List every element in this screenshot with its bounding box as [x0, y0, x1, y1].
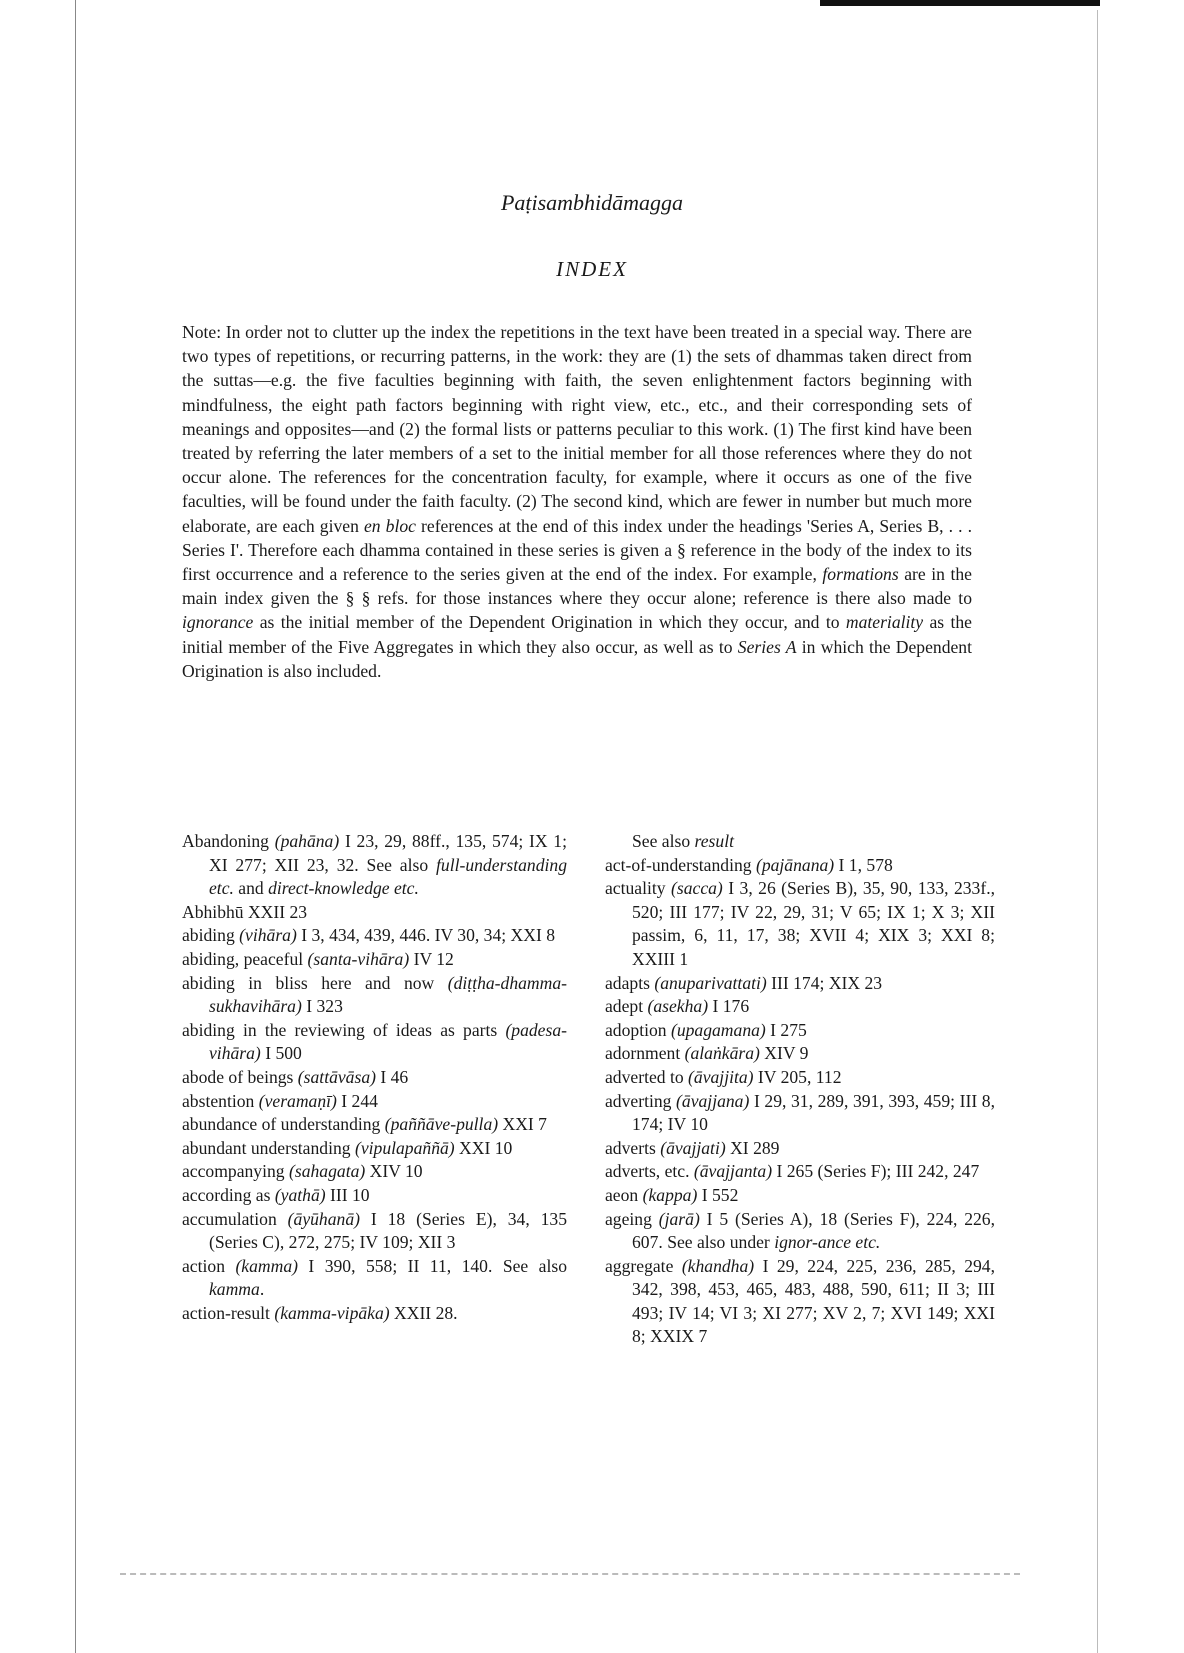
note-italic: formations	[822, 564, 899, 585]
entry-pali: (khandha)	[681, 1255, 755, 1276]
entry-refs: I 323	[301, 996, 343, 1017]
scan-artifact-top	[820, 0, 1100, 6]
entry-see: See also	[632, 831, 695, 851]
entry-see-it: full-understanding etc.	[209, 854, 567, 899]
index-column-right	[605, 830, 995, 1349]
entry-head: act-of-understanding	[605, 854, 756, 875]
index-entry	[605, 830, 995, 854]
entry-pali: (paññāve-pulla)	[384, 1114, 499, 1135]
entry-head: action	[182, 1255, 236, 1276]
entry-head: abiding in the reviewing of ideas as parts	[182, 1019, 506, 1040]
entry-pali: (asekha)	[647, 996, 709, 1017]
entry-refs: I 275	[765, 1019, 807, 1040]
entry-refs: XXI 7	[498, 1114, 547, 1135]
index-entry	[182, 901, 567, 925]
entry-refs: IV 12	[409, 948, 454, 969]
entry-head: aeon	[605, 1184, 643, 1205]
entry-head: abundance of understanding	[182, 1114, 385, 1135]
index-note	[182, 320, 972, 683]
entry-pali: (pajānana)	[755, 854, 835, 875]
entry-pali: (padesa-vihāra)	[209, 1019, 567, 1064]
entry-refs: III 10	[325, 1184, 370, 1205]
scan-artifact-bottom	[120, 1573, 1020, 1575]
entry-head: adept	[605, 996, 648, 1017]
entry-refs: IV 205, 112	[753, 1066, 842, 1087]
entry-pali: (āvajjana)	[676, 1090, 750, 1111]
entry-head: adverting	[605, 1090, 677, 1111]
entry-see: See also	[502, 1255, 568, 1276]
entry-head: adverts, etc.	[605, 1161, 694, 1182]
entry-refs: I 3, 26 (Series B), 35, 90, 133, 233f., 520; III 177; IV 22, 29, 31; V 65; IX 1; X 3; XII passim, 6, 11, 17, 38; XVII 4; XIX 3; XXI 8; XXIII 1	[632, 878, 995, 969]
note-italic: ignorance	[182, 612, 254, 633]
index-entry	[605, 877, 995, 971]
entry-pali: (vihāra)	[239, 925, 297, 946]
entry-head: according as	[182, 1184, 275, 1205]
entry-refs: I 23, 29, 88ff., 135, 574; IX 1; XI 277; XII 23, 32.	[209, 831, 567, 875]
index-entry	[605, 1137, 995, 1161]
entry-see2: .	[259, 1279, 265, 1300]
entry-pali: (pahāna)	[274, 831, 340, 851]
entry-pali: (vipulapaññā)	[354, 1137, 455, 1158]
note-text: Note: In order not to clutter up the index the repetitions in the text have been treated in a special way. There are two types of repetitions, or recurring patterns, in the work: they are (1) the sets of dhammas taken direct from the suttas—e.g. the five faculties beginning with faith, the seven enlightenment factors beginning with mindfulness, the eight path factors beginning with right view, etc., etc., and their corresponding sets of meanings and opposites—and (2) the formal lists or patterns peculiar to this work. (1) The first kind have been treated by referring the later members of a set to the initial member for all those references where they do not occur alone. The references for the concentration faculty, for example, where it occurs as one of the five faculties, will be found under the faith faculty. (2) The second kind, which are fewer in number but much more elaborate, are each given	[182, 322, 972, 536]
entry-head: abiding in bliss here and now	[182, 972, 448, 993]
book-title: Paṭisambhidāmagga	[500, 190, 684, 215]
index-title: INDEX	[556, 257, 628, 281]
entry-pali: (sacca)	[671, 878, 723, 899]
entry-head: adoption	[605, 1019, 671, 1040]
index-entry	[605, 1066, 995, 1090]
entry-head: abstention	[182, 1090, 259, 1111]
note-italic: materiality	[845, 612, 924, 633]
entry-refs: I 5 (Series A), 18 (Series F), 224, 226, 607. See also under	[632, 1208, 995, 1253]
entry-pali: (anuparivattati)	[654, 972, 767, 993]
entry-refs: XIV 10	[365, 1161, 423, 1182]
entry-head: aggregate	[605, 1255, 682, 1276]
entry-refs: I 1, 578	[834, 854, 893, 875]
entry-head: abiding, peaceful	[182, 948, 308, 969]
entry-head: adornment	[605, 1043, 685, 1064]
entry-pali: (upagamana)	[670, 1019, 766, 1040]
note-text: as the initial member of the Dependent Origination in which they occur, and to	[253, 612, 846, 633]
index-entry	[182, 1066, 567, 1090]
index-entry	[182, 1184, 567, 1208]
entry-head: adverted to	[605, 1066, 689, 1087]
index-entry	[605, 1208, 995, 1255]
entry-refs: XI 289	[725, 1137, 780, 1158]
entry-see2: and	[233, 878, 269, 899]
entry-head: adapts	[605, 972, 655, 993]
entry-pali: (kappa)	[642, 1184, 698, 1205]
entry-refs: XIV 9	[759, 1043, 809, 1064]
entry-pali: (alaṅkāra)	[684, 1043, 760, 1064]
note-italic: en bloc	[363, 515, 416, 536]
index-entry	[605, 1042, 995, 1066]
entry-refs: I 390, 558; II 11, 140.	[297, 1255, 503, 1276]
entry-head: accompanying	[182, 1161, 289, 1182]
index-entry	[182, 972, 567, 1019]
index-entry	[182, 1113, 567, 1137]
index-entry	[605, 972, 995, 996]
index-column-left	[182, 830, 567, 1325]
index-entry	[605, 1160, 995, 1184]
entry-refs: I 46	[375, 1066, 409, 1087]
entry-see-it: kamma	[209, 1279, 260, 1300]
index-entry	[182, 1019, 567, 1066]
note-text: in which the Dependent Origination is also included.	[182, 636, 972, 681]
entry-refs: I 265 (Series F); III 242, 247	[772, 1161, 980, 1182]
scan-edge-left	[75, 0, 76, 1653]
entry-head: abiding	[182, 925, 240, 946]
entry-refs: III 174; XIX 23	[766, 972, 883, 993]
entry-head: abode of beings	[182, 1066, 298, 1087]
entry-refs: I 244	[336, 1090, 378, 1111]
entry-pali: (sahagata)	[289, 1161, 366, 1182]
entry-pali: (āvajjita)	[688, 1066, 754, 1087]
entry-refs: I 3, 434, 439, 446. IV 30, 34; XXI 8	[296, 925, 556, 946]
entry-head: Abhibhū XXII 23	[182, 901, 308, 922]
index-entry	[605, 1019, 995, 1043]
entry-refs: I 500	[260, 1043, 302, 1064]
entry-head: abundant understanding	[182, 1137, 355, 1158]
entry-head: accumulation	[182, 1208, 288, 1229]
index-entry	[182, 1208, 567, 1255]
note-text: as the initial member of the Five Aggregates in which they also occur, as well as to	[182, 612, 972, 657]
index-entry	[605, 1255, 995, 1349]
entry-see-it2: direct-knowledge etc.	[268, 878, 419, 899]
entry-refs: I 29, 31, 289, 391, 393, 459; III 8, 174; IV 10	[632, 1090, 995, 1135]
entry-pali: (āvajjanta)	[693, 1161, 773, 1182]
entry-pali: (diṭṭha-dhamma-sukhavihāra)	[209, 972, 567, 1017]
entry-pali: (āyūhanā)	[287, 1208, 360, 1229]
entry-head: actuality	[605, 878, 672, 899]
entry-refs: I 176	[708, 996, 750, 1017]
entry-pali: (veramaṇī)	[258, 1090, 337, 1111]
entry-see-it: ignor-ance etc.	[774, 1232, 881, 1253]
entry-head: ageing	[605, 1208, 659, 1229]
index-entry	[182, 1160, 567, 1184]
index-entry	[605, 1184, 995, 1208]
index-entry	[182, 924, 567, 948]
entry-pali: (sattāvāsa)	[297, 1066, 376, 1087]
index-entry	[605, 995, 995, 1019]
entry-pali: (kamma-vipāka)	[274, 1302, 390, 1323]
entry-refs: I 552	[697, 1184, 739, 1205]
index-entry	[182, 1255, 567, 1302]
entry-pali: (kamma)	[235, 1255, 298, 1276]
entry-see: See also	[366, 854, 437, 875]
entry-refs: I 29, 224, 225, 236, 285, 294, 342, 398, 453, 465, 483, 488, 590, 611; II 3; III 493; IV 14; VI 3; XI 277; XV 2, 7; XVI 149; XXI 8; XXIX 7	[632, 1255, 995, 1347]
entry-pali: (yathā)	[274, 1184, 326, 1205]
index-entry	[182, 830, 567, 901]
index-entry	[605, 1090, 995, 1137]
index-entry	[605, 854, 995, 878]
note-text: are in the main index given the § § refs. for those instances where they occur alone; reference is there also made to	[182, 564, 972, 609]
entry-pali: (āvajjati)	[660, 1137, 726, 1158]
entry-pali: (jarā)	[658, 1208, 700, 1229]
index-entry	[182, 948, 567, 972]
note-text: references at the end of this index under the headings 'Series A, Series B, . . . Series I'. Therefore each dhamma contained in these series is given a § reference in the body of the index to its first occurrence and a reference to the series given at the end of the index. For example,	[182, 515, 973, 585]
entry-pali: (santa-vihāra)	[307, 948, 410, 969]
entry-head: Abandoning	[182, 831, 275, 851]
entry-refs: I 18 (Series E), 34, 135 (Series C), 272, 275; IV 109; XII 3	[209, 1208, 568, 1253]
index-entry	[182, 1302, 567, 1326]
note-italic: Series A	[737, 636, 797, 657]
entry-head: adverts	[605, 1137, 661, 1158]
index-entry	[182, 1137, 567, 1161]
entry-see-it: result	[694, 831, 734, 851]
entry-refs: XXI 10	[454, 1137, 513, 1158]
entry-head: action-result	[182, 1302, 275, 1323]
index-entry	[182, 1090, 567, 1114]
entry-refs: XXII 28.	[389, 1302, 458, 1323]
